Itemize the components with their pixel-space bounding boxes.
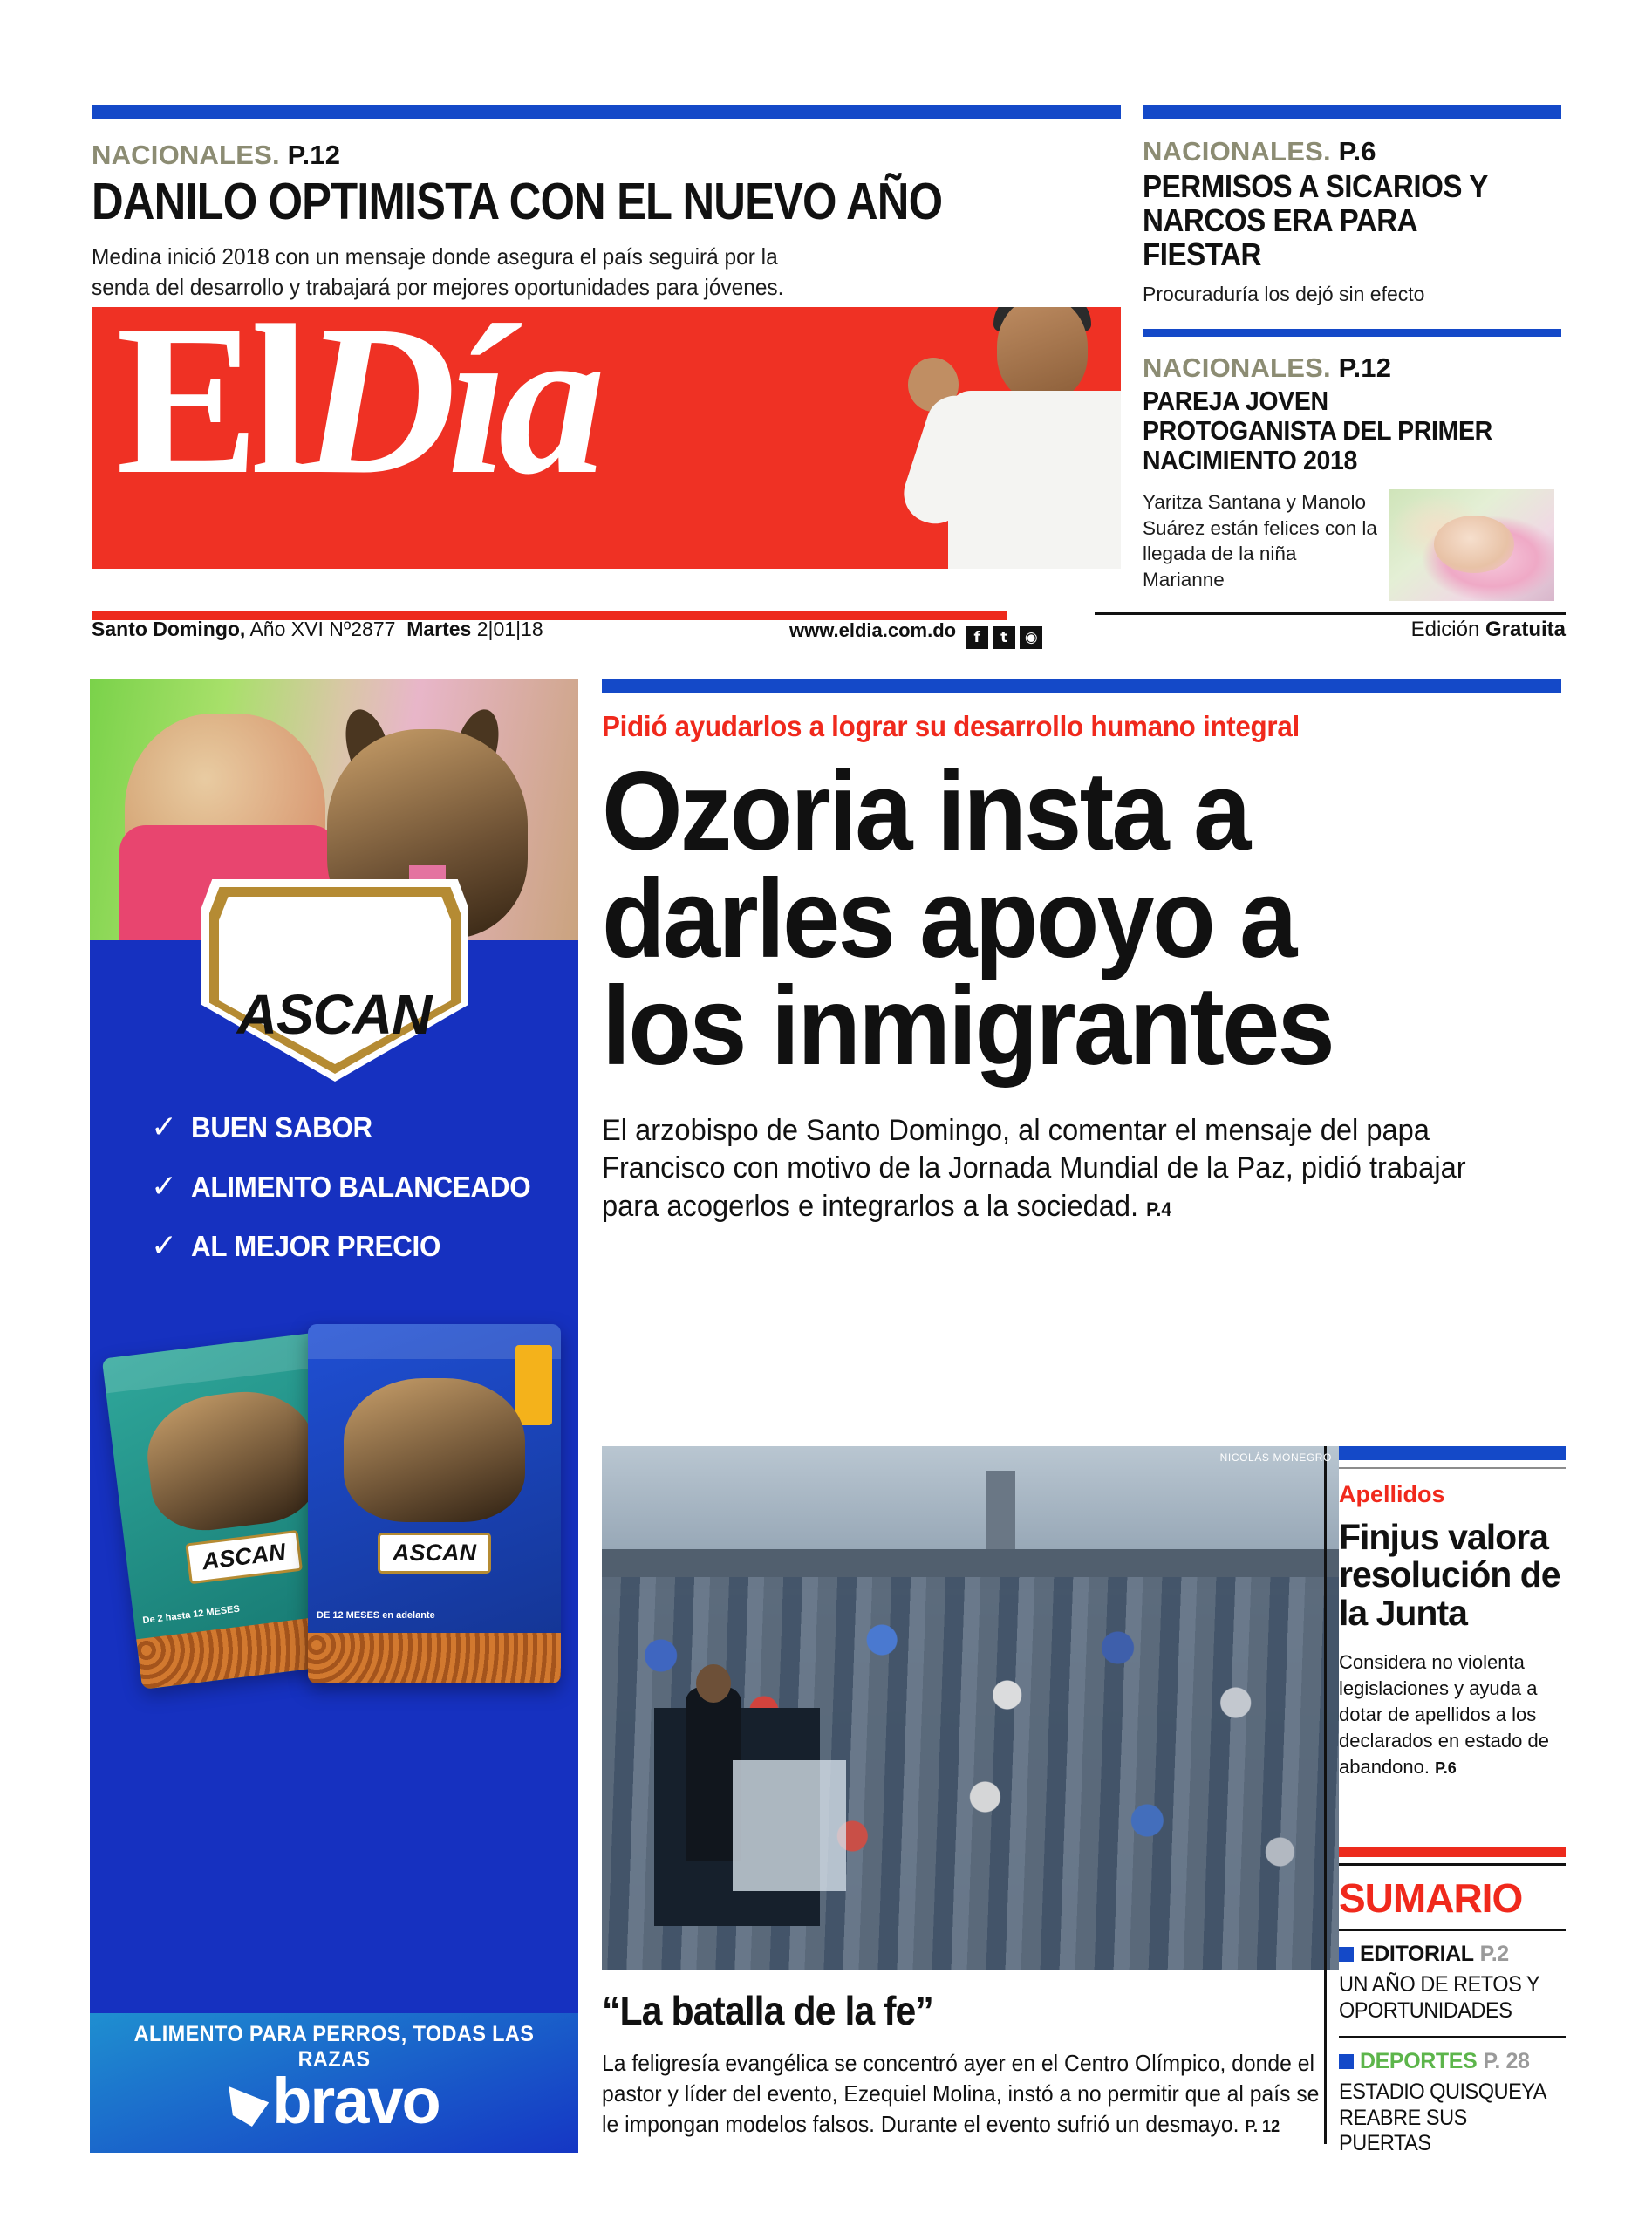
- edition-type: [1411, 618, 1566, 642]
- bag-age-note: De 2 hasta 12 MESES: [141, 1603, 241, 1627]
- check-icon: ✓: [151, 1110, 178, 1145]
- instagram-icon[interactable]: ◉: [1020, 626, 1042, 649]
- bag-kibble-image: [308, 1633, 561, 1683]
- sumario-item-text: UN AÑO DE RETOS Y OPORTUNIDADES: [1339, 1972, 1539, 2023]
- top-right-rail: [1143, 105, 1561, 601]
- sumario-section-label: EDITORIAL: [1360, 1942, 1474, 1966]
- main-headline-line-3: los inmigrantes: [602, 963, 1333, 1089]
- sumario-item-text: ESTADIO QUISQUEYA REABRE SUS PUERTAS: [1339, 2079, 1546, 2155]
- ad-bullet-label: BUEN SABOR: [191, 1111, 373, 1144]
- bag-brand-logo: ASCAN: [378, 1533, 491, 1574]
- main-story-headline[interactable]: [602, 749, 1494, 1089]
- sumario-item-deportes[interactable]: [1339, 2049, 1566, 2157]
- photo-speaker-head: [696, 1664, 731, 1703]
- bottom-story-page-ref: P. 12: [1245, 2117, 1280, 2136]
- ascan-bag-adult: [308, 1324, 561, 1683]
- blue-rule-top-left: [92, 105, 1121, 119]
- teaser-danilo-kicker: [92, 141, 1121, 168]
- photo-credit: NICOLÁS MONEGRO: [1219, 1451, 1332, 1464]
- black-rule-sumario-under-title: [1339, 1929, 1566, 1931]
- main-headline-line-2: darles apoyo a: [602, 856, 1295, 981]
- main-story-deck: El arzobispo de Santo Domingo, al comentar el mensaje del papa Francisco con motivo de la Jornada Mundial de la Paz, pidió trabajar para acogerlos e integrarlos a la sociedad.: [602, 1113, 1466, 1223]
- masthead-logo: [116, 307, 597, 519]
- ad-bullet-label: AL MEJOR PRECIO: [191, 1230, 441, 1262]
- leaf-icon: [229, 2086, 269, 2127]
- black-rule-sumario-divider: [1339, 2036, 1566, 2038]
- grey-rule-rail: [1339, 1467, 1566, 1469]
- sumario-section-label: DEPORTES: [1360, 2049, 1478, 2073]
- teaser-danilo[interactable]: [92, 105, 1121, 302]
- main-story-subtext: [602, 1112, 1516, 1226]
- ad-bullet-item: [151, 1171, 561, 1204]
- blue-rule-tr2: [1143, 329, 1561, 337]
- teaser-danilo-page: P.12: [287, 140, 341, 170]
- rail-story-kicker: Apellidos: [1339, 1481, 1445, 1507]
- teaser-permisos-page: P.6: [1338, 136, 1376, 167]
- teaser-danilo-section: NACIONALES.: [92, 140, 280, 170]
- ascan-logo-badge: [201, 879, 468, 1082]
- teaser-pareja-body: [1143, 489, 1561, 601]
- facebook-icon[interactable]: f: [966, 626, 988, 649]
- main-headline-line-1: Ozoria insta a: [602, 749, 1249, 874]
- main-story-page-ref: P.4: [1146, 1198, 1172, 1220]
- black-rule-sumario-top: [1339, 1863, 1566, 1866]
- bravo-logo: [90, 2064, 578, 2138]
- photo-shirt: [948, 391, 1121, 569]
- main-story[interactable]: [602, 679, 1561, 1226]
- teaser-danilo-subtext: Medina inició 2018 con un mensaje donde asegura el país seguirá por la senda del desarrollo y trabajará por mejores oportunidades para jóvenes.: [92, 243, 784, 300]
- edition-value: Gratuita: [1485, 618, 1566, 641]
- teaser-danilo-headline[interactable]: DANILO OPTIMISTA CON EL NUEVO AÑO: [92, 173, 943, 230]
- teaser-pareja[interactable]: [1143, 329, 1561, 601]
- teaser-permisos[interactable]: [1143, 105, 1561, 306]
- edition-label: Edición: [1410, 618, 1480, 641]
- sumario-page-ref: P.2: [1479, 1942, 1509, 1966]
- ad-body: [90, 940, 578, 2013]
- teaser-permisos-section: NACIONALES.: [1143, 136, 1331, 167]
- masthead: [92, 307, 1121, 569]
- sumario-page-ref: P. 28: [1483, 2049, 1530, 2073]
- teaser-pareja-headline[interactable]: PAREJA JOVEN PROTOGANISTA DEL PRIMER NACIMIENTO 2018: [1143, 385, 1492, 475]
- edition-weekday: Martes: [406, 618, 472, 640]
- rail-story-subtext: [1339, 1649, 1566, 1780]
- ad-bullet-list: [151, 1111, 561, 1289]
- masthead-logo-dia: Día: [301, 307, 597, 519]
- masthead-info-line: [92, 611, 1566, 651]
- top-section: [0, 0, 1652, 680]
- sumario-title: SUMARIO: [1339, 1875, 1523, 1921]
- sumario-item-head: [1339, 1942, 1566, 1967]
- ad-bullet-item: [151, 1111, 561, 1144]
- bottom-story-headline[interactable]: “La batalla de la fe”: [602, 1988, 933, 2033]
- ascan-advertisement[interactable]: [90, 679, 578, 2153]
- edition-date: 2|01|18: [476, 618, 543, 640]
- bag-age-note: DE 12 MESES en adelante: [317, 1610, 435, 1622]
- ascan-brand-text: ASCAN: [236, 983, 432, 1046]
- bag-adult-tab: [515, 1345, 552, 1425]
- ad-product-bags: [90, 1272, 578, 1734]
- photo-head: [997, 307, 1088, 401]
- bag-top-seal: [102, 1330, 338, 1393]
- bottom-story-deck: La feligresía evangélica se concentró ayer en el Centro Olímpico, donde el pastor y líder del evento, Ezequiel Molina, instó a no permitir que al país se le impongan modelos falsos. Durante el evento sufrió un desmayo.: [602, 2050, 1320, 2137]
- ad-footer-text: ALIMENTO PARA PERROS, TODAS LAS RAZAS: [133, 2022, 535, 2072]
- sumario-item-editorial[interactable]: [1339, 1942, 1566, 2024]
- check-icon: ✓: [151, 1169, 178, 1205]
- photo-podium: [733, 1760, 846, 1891]
- teaser-pareja-page: P.12: [1338, 352, 1392, 383]
- website-and-social[interactable]: [789, 619, 1042, 649]
- sumario-box: [1339, 1847, 1566, 2157]
- danilo-medina-photo: [903, 307, 1121, 569]
- bottom-story[interactable]: [602, 1987, 1339, 2139]
- bravo-wordmark: bravo: [272, 2065, 440, 2137]
- bag-brand-logo: ASCAN: [185, 1529, 303, 1583]
- bag-adult-dog-image: [344, 1378, 526, 1522]
- teaser-pareja-section: NACIONALES.: [1143, 352, 1331, 383]
- ad-bullet-label: ALIMENTO BALANCEADO: [191, 1171, 531, 1203]
- teaser-permisos-kicker: [1143, 138, 1561, 165]
- main-story-kicker: Pidió ayudarlos a lograr su desarrollo humano integral: [602, 710, 1300, 742]
- twitter-icon[interactable]: t: [993, 626, 1015, 649]
- edition-year-issue: Año XVI Nº2877: [249, 618, 396, 640]
- edition-place-date: [92, 618, 543, 641]
- rail-divider: [1324, 1446, 1327, 2144]
- red-rule-sumario: [1339, 1847, 1566, 1857]
- website-url[interactable]: www.eldia.com.do: [789, 619, 957, 641]
- rail-story-finjus[interactable]: [1339, 1446, 1566, 1780]
- black-rule-info-right: [1095, 612, 1566, 615]
- bag-puppy-image: [140, 1384, 324, 1537]
- ad-bullet-item: [151, 1230, 561, 1263]
- teaser-permisos-headline[interactable]: PERMISOS A SICARIOS Y NARCOS ERA PARA FIESTAR: [1143, 168, 1488, 272]
- bottom-story-subtext: [602, 2048, 1331, 2139]
- sumario-item-head: [1339, 2049, 1566, 2074]
- rail-story-headline[interactable]: Finjus valora resolución de la Junta: [1339, 1517, 1560, 1633]
- blue-rule-tr1: [1143, 105, 1561, 119]
- blue-rule-rail: [1339, 1446, 1566, 1460]
- teaser-pareja-kicker: [1143, 354, 1561, 381]
- centro-olimpico-photo: [602, 1446, 1339, 1970]
- teaser-pareja-subtext: Yaritza Santana y Manolo Suárez están felices con la llegada de la niña Marianne: [1143, 490, 1377, 591]
- square-bullet-icon: [1339, 2054, 1354, 2069]
- masthead-logo-el: El: [116, 307, 302, 519]
- edition-city: Santo Domingo,: [92, 618, 246, 640]
- blue-rule-main: [602, 679, 1561, 693]
- rail-story-deck: Considera no violenta legislaciones y ayuda a dotar de apellidos a los declarados en estado de abandono.: [1339, 1651, 1549, 1778]
- rail-story-page-ref: P.6: [1435, 1758, 1457, 1777]
- check-icon: ✓: [151, 1228, 178, 1264]
- teaser-permisos-subtext: Procuraduría los dejó sin efecto: [1143, 282, 1425, 305]
- square-bullet-icon: [1339, 1947, 1354, 1962]
- newborn-baby-photo: [1389, 489, 1554, 601]
- ad-footer: [90, 2013, 578, 2153]
